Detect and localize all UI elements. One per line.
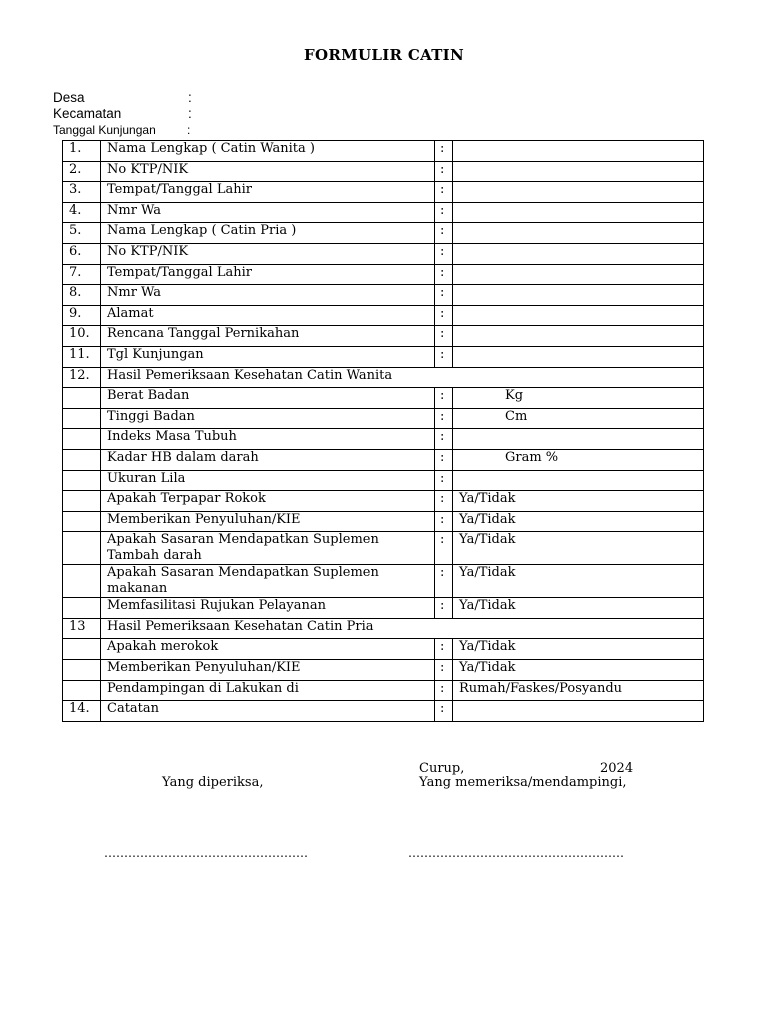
table-row	[63, 429, 704, 450]
row-colon: :	[435, 161, 453, 182]
row-colon: :	[435, 346, 453, 367]
header-label: Kecamatan	[53, 106, 122, 121]
header-label: Desa	[53, 90, 85, 105]
row-value[interactable]	[453, 346, 704, 367]
row-number: 1.	[63, 141, 101, 162]
table-row	[63, 243, 704, 264]
row-number	[63, 532, 101, 565]
row-number	[63, 449, 101, 470]
table-row	[63, 701, 704, 722]
row-colon: :	[435, 660, 453, 681]
signature-left-label: Yang diperiksa,	[162, 775, 264, 790]
row-colon: :	[435, 243, 453, 264]
row-label: No KTP/NIK	[101, 243, 435, 264]
row-value[interactable]	[453, 141, 704, 162]
table-row	[63, 182, 704, 203]
header-colon: :	[187, 123, 191, 137]
row-value[interactable]	[453, 701, 704, 722]
row-label: Apakah merokok	[101, 639, 435, 660]
row-value[interactable]	[453, 470, 704, 491]
table-row	[63, 511, 704, 532]
row-colon: :	[435, 449, 453, 470]
row-value[interactable]	[453, 243, 704, 264]
row-number	[63, 388, 101, 409]
row-colon: :	[435, 470, 453, 491]
row-value[interactable]	[453, 223, 704, 244]
row-label: Pendampingan di Lakukan di	[101, 680, 435, 701]
row-colon: :	[435, 305, 453, 326]
row-label: Tinggi Badan	[101, 408, 435, 429]
row-value[interactable]: Cm	[453, 408, 704, 429]
row-value[interactable]: Ya/Tidak	[453, 565, 704, 598]
signature-left-line[interactable]: ……………………………………………	[104, 846, 308, 860]
table-row	[63, 598, 704, 619]
table-row	[63, 491, 704, 512]
row-label: Nmr Wa	[101, 202, 435, 223]
row-colon: :	[435, 182, 453, 203]
table-row	[63, 639, 704, 660]
table-row	[63, 202, 704, 223]
row-number: 8.	[63, 285, 101, 306]
row-number: 12.	[63, 367, 101, 388]
row-number: 4.	[63, 202, 101, 223]
signature-right-label: Yang memeriksa/mendampingi,	[419, 775, 627, 790]
table-row	[63, 223, 704, 244]
row-number: 13	[63, 618, 101, 639]
table-row	[63, 660, 704, 681]
row-colon: :	[435, 680, 453, 701]
row-label: Tempat/Tanggal Lahir	[101, 182, 435, 203]
row-label: Apakah Sasaran Mendapatkan Suplemen Tambah darah	[101, 532, 435, 565]
header-field-kecamatan	[53, 106, 192, 121]
header-field-desa	[53, 90, 192, 105]
table-row	[63, 388, 704, 409]
row-value[interactable]	[453, 264, 704, 285]
row-number	[63, 680, 101, 701]
row-number	[63, 660, 101, 681]
header-label: Tanggal Kunjungan	[53, 123, 156, 137]
row-number	[63, 408, 101, 429]
row-label: Ukuran Lila	[101, 470, 435, 491]
row-label: Alamat	[101, 305, 435, 326]
row-value[interactable]: Ya/Tidak	[453, 598, 704, 619]
row-value[interactable]	[453, 305, 704, 326]
form-title: FORMULIR CATIN	[304, 46, 464, 64]
row-number: 10.	[63, 326, 101, 347]
row-label: Kadar HB dalam darah	[101, 449, 435, 470]
row-label: Memberikan Penyuluhan/KIE	[101, 660, 435, 681]
row-number: 5.	[63, 223, 101, 244]
header-colon: :	[188, 106, 192, 121]
row-number	[63, 511, 101, 532]
row-number: 7.	[63, 264, 101, 285]
row-colon: :	[435, 701, 453, 722]
row-number	[63, 470, 101, 491]
row-value[interactable]: Ya/Tidak	[453, 511, 704, 532]
row-number	[63, 429, 101, 450]
table-row	[63, 449, 704, 470]
row-value[interactable]: Ya/Tidak	[453, 639, 704, 660]
row-colon: :	[435, 429, 453, 450]
section-header-row	[63, 618, 704, 639]
row-label: Nama Lengkap ( Catin Wanita )	[101, 141, 435, 162]
row-number	[63, 639, 101, 660]
row-value[interactable]: Gram %	[453, 449, 704, 470]
row-label: Tgl Kunjungan	[101, 346, 435, 367]
section-header-row	[63, 367, 704, 388]
row-colon: :	[435, 326, 453, 347]
row-label: Tempat/Tanggal Lahir	[101, 264, 435, 285]
row-number	[63, 491, 101, 512]
row-number: 11.	[63, 346, 101, 367]
row-label: Nmr Wa	[101, 285, 435, 306]
row-colon: :	[435, 491, 453, 512]
row-label: Memberikan Penyuluhan/KIE	[101, 511, 435, 532]
table-row	[63, 346, 704, 367]
row-number	[63, 565, 101, 598]
table-row	[63, 565, 704, 598]
header-field-tanggal-kunjungan	[53, 123, 190, 137]
row-value[interactable]	[453, 429, 704, 450]
table-row	[63, 161, 704, 182]
row-value[interactable]	[453, 182, 704, 203]
signature-right-line[interactable]: ………………………………………………	[408, 846, 624, 860]
row-value[interactable]: Ya/Tidak	[453, 660, 704, 681]
row-value[interactable]: Rumah/Faskes/Posyandu	[453, 680, 704, 701]
row-label: Indeks Masa Tubuh	[101, 429, 435, 450]
row-label: Berat Badan	[101, 388, 435, 409]
catin-form-table	[62, 140, 704, 722]
table-row	[63, 470, 704, 491]
row-colon: :	[435, 223, 453, 244]
row-label: Nama Lengkap ( Catin Pria )	[101, 223, 435, 244]
row-value[interactable]: Ya/Tidak	[453, 532, 704, 565]
row-label: Apakah Sasaran Mendapatkan Suplemen makanan	[101, 565, 435, 598]
row-value[interactable]	[453, 285, 704, 306]
row-colon: :	[435, 408, 453, 429]
row-colon: :	[435, 532, 453, 565]
row-label: Memfasilitasi Rujukan Pelayanan	[101, 598, 435, 619]
row-label: Rencana Tanggal Pernikahan	[101, 326, 435, 347]
row-number: 14.	[63, 701, 101, 722]
table-row	[63, 264, 704, 285]
section-title: Hasil Pemeriksaan Kesehatan Catin Pria	[101, 618, 704, 639]
row-label: Catatan	[101, 701, 435, 722]
table-row	[63, 326, 704, 347]
row-colon: :	[435, 285, 453, 306]
table-row	[63, 680, 704, 701]
row-colon: :	[435, 511, 453, 532]
table-row	[63, 408, 704, 429]
table-row	[63, 305, 704, 326]
header-colon: :	[188, 90, 192, 105]
row-value[interactable]	[453, 161, 704, 182]
row-value[interactable]	[453, 326, 704, 347]
row-number: 2.	[63, 161, 101, 182]
row-value[interactable]: Ya/Tidak	[453, 491, 704, 512]
row-colon: :	[435, 141, 453, 162]
row-value[interactable]: Kg	[453, 388, 704, 409]
section-title: Hasil Pemeriksaan Kesehatan Catin Wanita	[101, 367, 704, 388]
row-colon: :	[435, 264, 453, 285]
row-label: Apakah Terpapar Rokok	[101, 491, 435, 512]
row-colon: :	[435, 202, 453, 223]
table-row	[63, 141, 704, 162]
table-row	[63, 285, 704, 306]
row-colon: :	[435, 598, 453, 619]
signature-year: 2024	[600, 761, 634, 776]
row-number: 9.	[63, 305, 101, 326]
table-row	[63, 532, 704, 565]
row-number: 6.	[63, 243, 101, 264]
row-colon: :	[435, 639, 453, 660]
signature-place: Curup,	[419, 761, 465, 776]
row-colon: :	[435, 388, 453, 409]
row-value[interactable]	[453, 202, 704, 223]
row-number	[63, 598, 101, 619]
row-number: 3.	[63, 182, 101, 203]
row-label: No KTP/NIK	[101, 161, 435, 182]
row-colon: :	[435, 565, 453, 598]
